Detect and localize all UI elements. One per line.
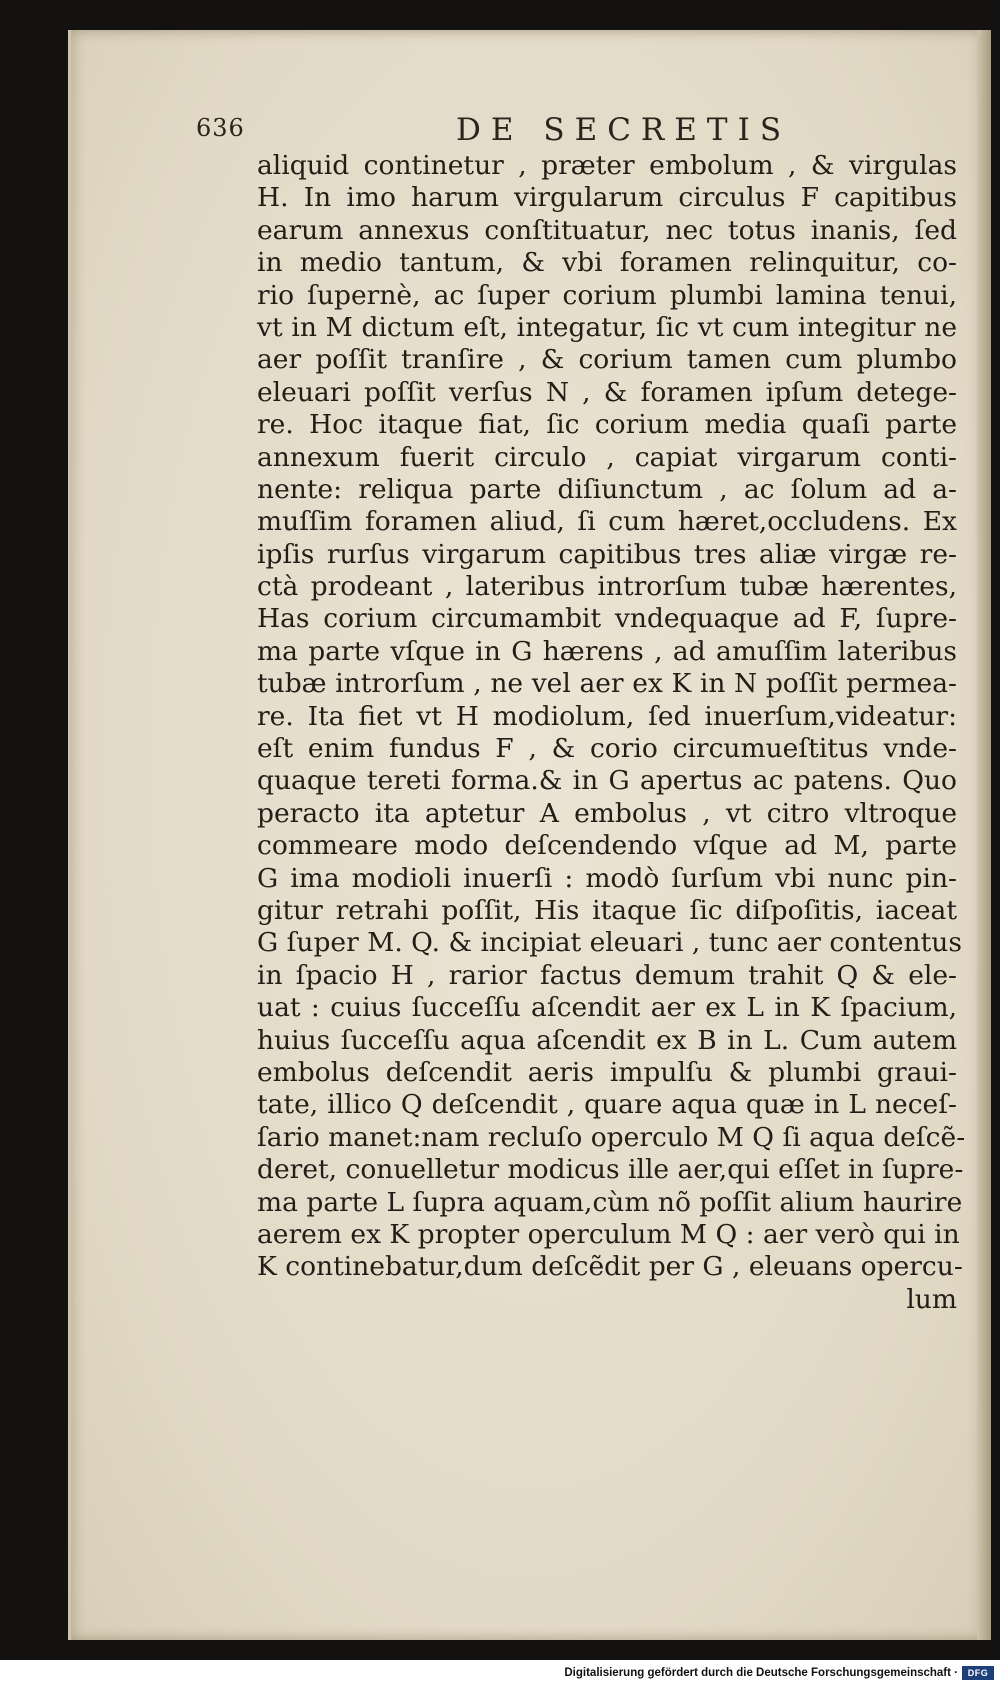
text-line: in ſpacio H , rarior factus demum trahit Q & ele-	[257, 959, 957, 991]
text-line: Has corium circumambit vndequaque ad F, ſupre-	[257, 603, 957, 635]
text-line: gitur retrahi poſſit, His itaque ſic diſpoſitis, iaceat	[257, 894, 957, 926]
text-line: re. Hoc itaque fiat, ſic corium media quaſi parte	[257, 409, 957, 441]
text-line: lum	[906, 1283, 957, 1315]
page-edge	[977, 30, 991, 1640]
text-line: peracto ita aptetur A embolus , vt citro vltroque	[257, 797, 957, 829]
body-text	[257, 150, 966, 1316]
page-number: 636	[196, 114, 245, 142]
text-line: tate, illico Q deſcendit , quare aqua quæ in L neceſ-	[257, 1089, 957, 1121]
text-line: aer poſſit tranſire , & corium tamen cum plumbo	[257, 344, 957, 376]
text-line: ma parte vſque in G hærens , ad amuſſim lateribus	[257, 635, 957, 667]
text-line: quaque tereti forma.& in G apertus ac patens. Quo	[257, 765, 957, 797]
dfg-logo: DFG	[962, 1666, 994, 1680]
text-line: K continebatur,dum deſcẽdit per G , eleuans opercu-	[257, 1251, 963, 1283]
text-line: embolus deſcendit aeris impulſu & plumbi graui-	[257, 1056, 957, 1088]
footer-bar	[0, 1660, 1000, 1687]
text-line: commeare modo deſcendendo vſque ad M, parte	[257, 830, 957, 862]
text-line: aliquid continetur , præter embolum , & virgulas	[257, 150, 957, 181]
text-line: ſario manet:nam recluſo operculo M Q ſi aqua deſcẽ-	[257, 1121, 966, 1153]
funding-credit: Digitalisierung gefördert durch die Deutsche Forschungsgemeinschaft ·	[564, 1667, 958, 1679]
text-line: tubæ introrſum , ne vel aer ex K in N poſſit permea-	[257, 668, 957, 700]
text-line: ma parte L ſupra aquam,cùm nõ poſſit alium haurire	[257, 1186, 963, 1218]
text-line: rio ſupernè, ac ſuper corium plumbi lamina tenui,	[257, 279, 957, 311]
text-line: muſſim foramen aliud, ſi cum hæret,occludens. Ex	[257, 506, 957, 538]
text-line: huius ſucceſſu aqua aſcendit ex B in L. Cum autem	[257, 1024, 957, 1056]
text-line: ctà prodeant , lateribus introrſum tubæ hærentes,	[257, 571, 957, 603]
text-line: G ſuper M. Q. & incipiat eleuari , tunc aer contentus	[257, 927, 962, 959]
text-line: earum annexus conſtituatur, nec totus inanis, ſed	[257, 214, 957, 246]
text-line: eſt enim fundus F , & corio circumueſtitus vnde-	[257, 733, 957, 765]
text-line: ipſis rurſus virgarum capitibus tres aliæ virgæ re-	[257, 538, 957, 570]
text-line: eleuari poſſit verſus N , & foramen ipſum detege-	[257, 376, 957, 408]
text-line: G ima modioli inuerſi : modò ſurſum vbi nunc pin-	[257, 862, 957, 894]
page-header	[196, 112, 1000, 152]
text-line: nente: reliqua parte diſiunctum , ac ſolum ad a-	[257, 473, 957, 505]
text-line: H. In imo harum virgularum circulus F capitibus	[257, 182, 957, 214]
text-line: in medio tantum, & vbi foramen relinquitur, co-	[257, 247, 957, 279]
text-line: vt in M dictum eſt, integatur, ſic vt cum integitur ne	[257, 311, 957, 343]
text-line: uat : cuius ſucceſſu aſcendit aer ex L in K ſpacium,	[257, 992, 957, 1024]
text-line: re. Ita fiet vt H modiolum, ſed inuerſum,videatur:	[257, 700, 957, 732]
text-line: aerem ex K propter operculum M Q : aer verò qui in	[257, 1218, 960, 1250]
running-title: DE SECRETIS	[456, 112, 792, 148]
text-line: annexum fuerit circulo , capiat virgarum conti-	[257, 441, 957, 473]
text-line: deret, conuelletur modicus ille aer,qui eſſet in ſupre-	[257, 1154, 964, 1186]
